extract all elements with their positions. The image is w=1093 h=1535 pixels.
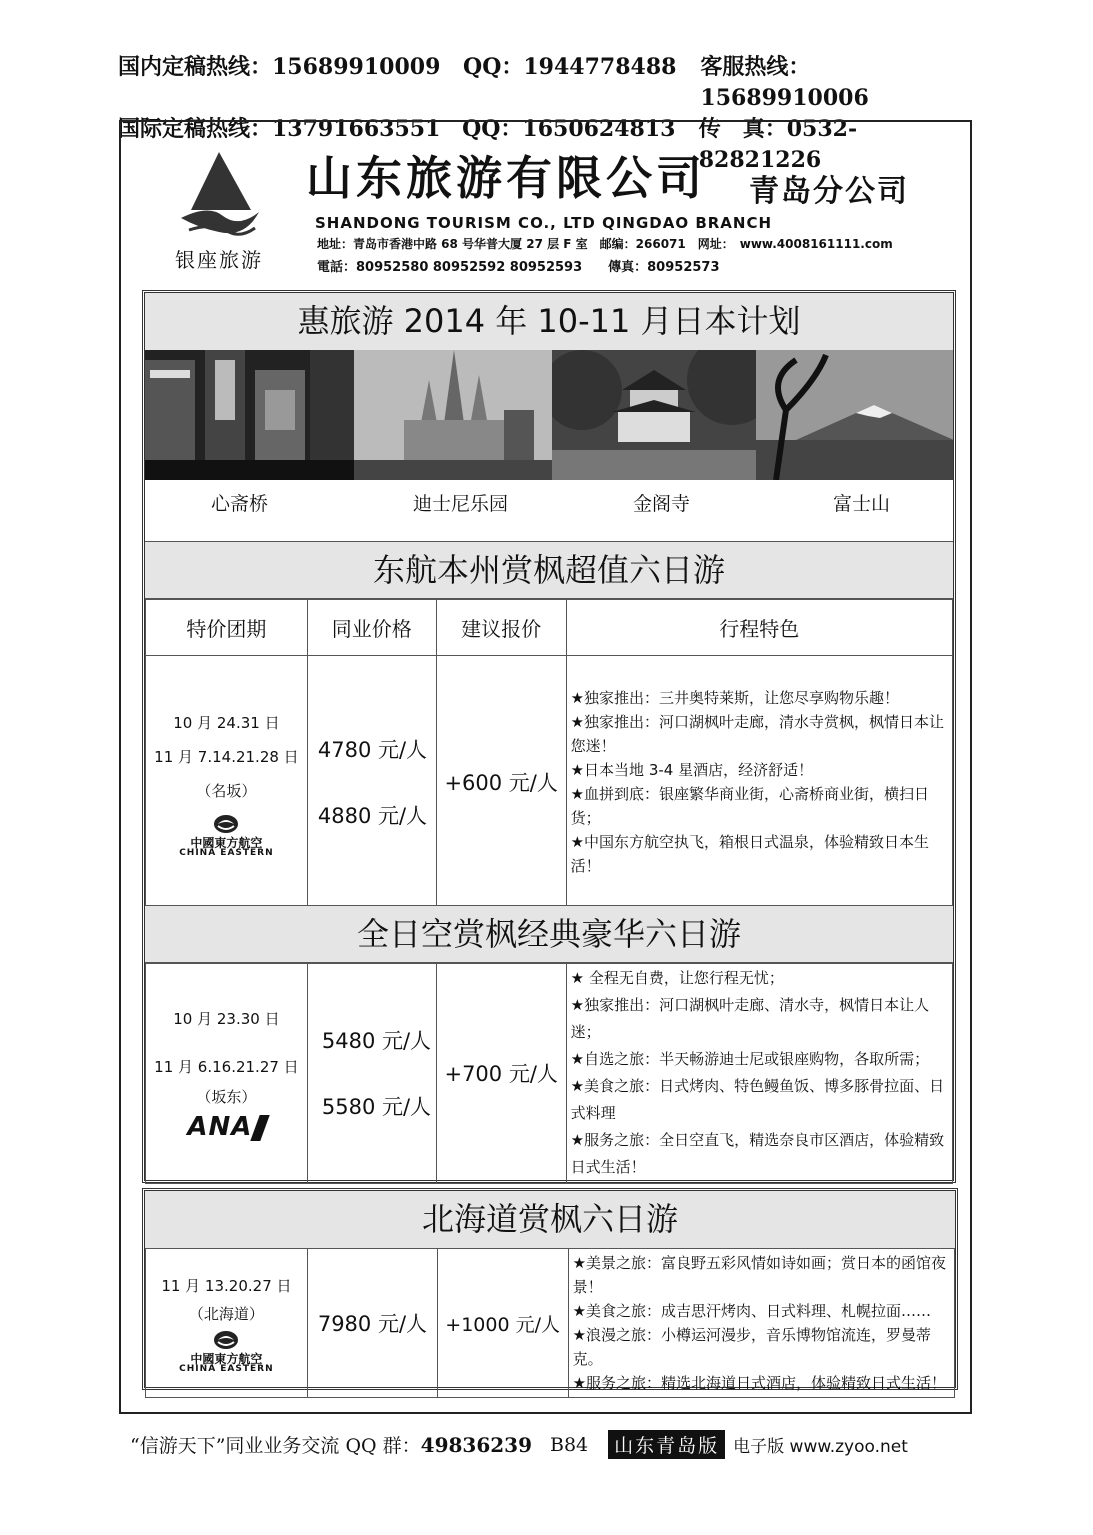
tour1-suggested-price: +600 元/人 xyxy=(436,656,566,908)
caption-kinkakuji: 金阁寺 xyxy=(633,493,691,515)
tour1-feature-3: ★日本当地 3-4 星酒店，经济舒适！ xyxy=(570,760,814,779)
caption-shinsaibashi: 心斋桥 xyxy=(211,493,269,515)
tour1-title: 东航本州赏枫超值六日游 xyxy=(145,541,953,600)
tour1-feature-1: ★独家推出：三井奥特莱斯，让您尽享购物乐趣！ xyxy=(570,688,900,707)
table-header-row xyxy=(146,599,953,656)
logo-caption: 银座旅游 xyxy=(175,248,263,272)
ana-text: ANA xyxy=(187,1112,253,1142)
hotline-row-1 xyxy=(118,52,978,114)
caption-disneyland: 迪士尼乐园 xyxy=(413,493,509,515)
tour3-feature-3: ★浪漫之旅：小樽运河漫步，音乐博物馆流连，罗曼蒂克。 xyxy=(572,1326,932,1368)
tour2-date-oct: 10 月 23.30 日 xyxy=(173,1010,280,1028)
company-branch: 青岛分公司 xyxy=(749,174,909,209)
tour2-features xyxy=(566,963,952,1184)
ana-logo xyxy=(147,1112,306,1142)
header-features: 行程特色 xyxy=(566,599,952,656)
tour2-feature-3: ★自选之旅：半天畅游迪士尼或银座购物，各取所需； xyxy=(570,1050,930,1068)
china-eastern-logo-2 xyxy=(147,1330,306,1374)
tour3-feature-4: ★服务之旅：精选北海道日式酒店，体验精致日式生活！ xyxy=(572,1374,947,1392)
footer-qq-group: 49836239 xyxy=(420,1432,532,1457)
intl-hotline: 国际定稿热线：13791663551 xyxy=(118,116,441,142)
tour2-date-nov: 11 月 6.16.21.27 日 xyxy=(154,1058,299,1076)
tour2-prices xyxy=(307,963,436,1184)
photo-disneyland xyxy=(354,350,552,480)
fax: 传 真：0532-82821226 xyxy=(698,116,858,173)
tour3-features xyxy=(568,1249,954,1398)
tour1-features xyxy=(566,656,952,908)
china-eastern-zh: 中國東方航空 xyxy=(190,835,263,850)
tour2-feature-1: ★ 全程无自费，让您行程无忧； xyxy=(570,969,784,987)
china-eastern-en-2: CHINA EASTERN xyxy=(179,1364,274,1374)
photo-kinkakuji xyxy=(552,350,756,480)
tour2-price-1: 5480 元/人 xyxy=(321,1029,432,1053)
tour1-row xyxy=(146,656,953,908)
tour3-feature-2: ★美食之旅：成吉思汗烤肉、日式料理、札幌拉面…… xyxy=(572,1302,932,1320)
tour2-route: （坂东） xyxy=(196,1088,257,1106)
tour1-date-nov: 11 月 7.14.21.28 日 xyxy=(154,747,299,766)
china-eastern-icon xyxy=(213,814,239,834)
tour3-feature-1: ★美景之旅：富良野五彩风情如诗如画；赏日本的函馆夜景！ xyxy=(572,1254,947,1296)
tour3-route: （北海道） xyxy=(188,1305,264,1323)
hokkaido-panel xyxy=(142,1188,958,1390)
photo-strip xyxy=(145,350,953,480)
footer-website[interactable]: 电子版 www.zyoo.net xyxy=(733,1437,908,1457)
tour1-price-2: 4880 元/人 xyxy=(317,803,428,828)
company-tel: 電話：80952580 80952592 80952593 傳真：80952573 xyxy=(317,260,720,275)
china-eastern-en: CHINA EASTERN xyxy=(179,847,274,858)
tour2-feature-4: ★美食之旅：日式烤肉、特色鳗鱼饭、博多豚骨拉面、日式料理 xyxy=(570,1077,945,1122)
china-eastern-logo xyxy=(147,814,306,858)
tour3-dates xyxy=(146,1249,308,1398)
footer xyxy=(130,1430,990,1459)
tour3-title: 北海道赏枫六日游 xyxy=(145,1191,955,1249)
qq-1: QQ：1944778488 xyxy=(463,54,677,80)
tour1-feature-5: ★中国东方航空执飞，箱根日式温泉，体验精致日本生活！ xyxy=(570,832,930,875)
header-dates: 特价团期 xyxy=(146,599,308,656)
footer-page-number: B84 xyxy=(550,1433,589,1456)
china-eastern-icon xyxy=(213,1330,239,1350)
domestic-hotline: 国内定稿热线：15689910009 xyxy=(118,54,441,80)
tour3-suggested-price: +1000 元/人 xyxy=(437,1249,568,1398)
photo-mount-fuji xyxy=(756,350,954,480)
tour2-dates xyxy=(146,963,308,1184)
tour1-price-1: 4780 元/人 xyxy=(317,737,428,762)
tour3-row xyxy=(146,1249,955,1398)
sail-logo-icon xyxy=(179,148,261,240)
tour3-price: 7980 元/人 xyxy=(307,1249,437,1398)
header-suggested: 建议报价 xyxy=(436,599,566,656)
service-hotline: 客服热线：15689910006 xyxy=(700,54,869,111)
caption-mount-fuji: 富士山 xyxy=(833,493,891,515)
tour1-table xyxy=(145,598,953,908)
header-peer-price: 同业价格 xyxy=(307,599,436,656)
tour2-row xyxy=(146,963,953,1184)
company-name: 山东旅游有限公司 xyxy=(306,151,706,205)
tour2-table xyxy=(145,962,953,1184)
tour1-date-oct: 10 月 24.31 日 xyxy=(173,713,280,732)
tour1-prices xyxy=(307,656,436,908)
tour2-feature-2: ★独家推出：河口湖枫叶走廊、清水寺，枫情日本让人迷； xyxy=(570,996,930,1041)
tour1-feature-4: ★血拼到底：银座繁华商业街，心斋桥商业街，横扫日货； xyxy=(570,784,930,827)
tour3-table xyxy=(145,1248,955,1398)
qq-2: QQ：1650624813 xyxy=(462,116,676,142)
tour1-dates xyxy=(146,656,308,908)
photo-shinsaibashi xyxy=(145,350,354,480)
tour1-feature-2: ★独家推出：河口湖枫叶走廊，清水寺赏枫，枫情日本让您迷！ xyxy=(570,712,945,755)
tour1-route: （名坂） xyxy=(196,781,257,800)
company-english-name: SHANDONG TOURISM CO., LTD QINGDAO BRANCH xyxy=(315,214,773,232)
company-address: 地址：青岛市香港中路 68 号华普大厦 27 层 F 室 邮编：266071 网址： www.4008161111.com xyxy=(317,237,893,251)
ana-stripe-icon xyxy=(251,1115,270,1141)
china-eastern-zh-2: 中國東方航空 xyxy=(190,1352,263,1366)
footer-group-label: “信游天下”同业业务交流 QQ 群： xyxy=(130,1435,421,1457)
japan-plan-panel xyxy=(142,290,956,1183)
footer-edition-badge: 山东青岛版 xyxy=(608,1430,725,1459)
tour2-title: 全日空赏枫经典豪华六日游 xyxy=(145,905,953,964)
tour2-suggested-price: +700 元/人 xyxy=(436,963,566,1184)
tour3-date-nov: 11 月 13.20.27 日 xyxy=(161,1277,292,1295)
plan-title: 惠旅游 2014 年 10-11 月日本计划 xyxy=(145,293,953,351)
tour2-price-2: 5580 元/人 xyxy=(321,1095,432,1119)
tour2-feature-5: ★服务之旅：全日空直飞，精选奈良市区酒店，体验精致日式生活！ xyxy=(570,1131,945,1176)
